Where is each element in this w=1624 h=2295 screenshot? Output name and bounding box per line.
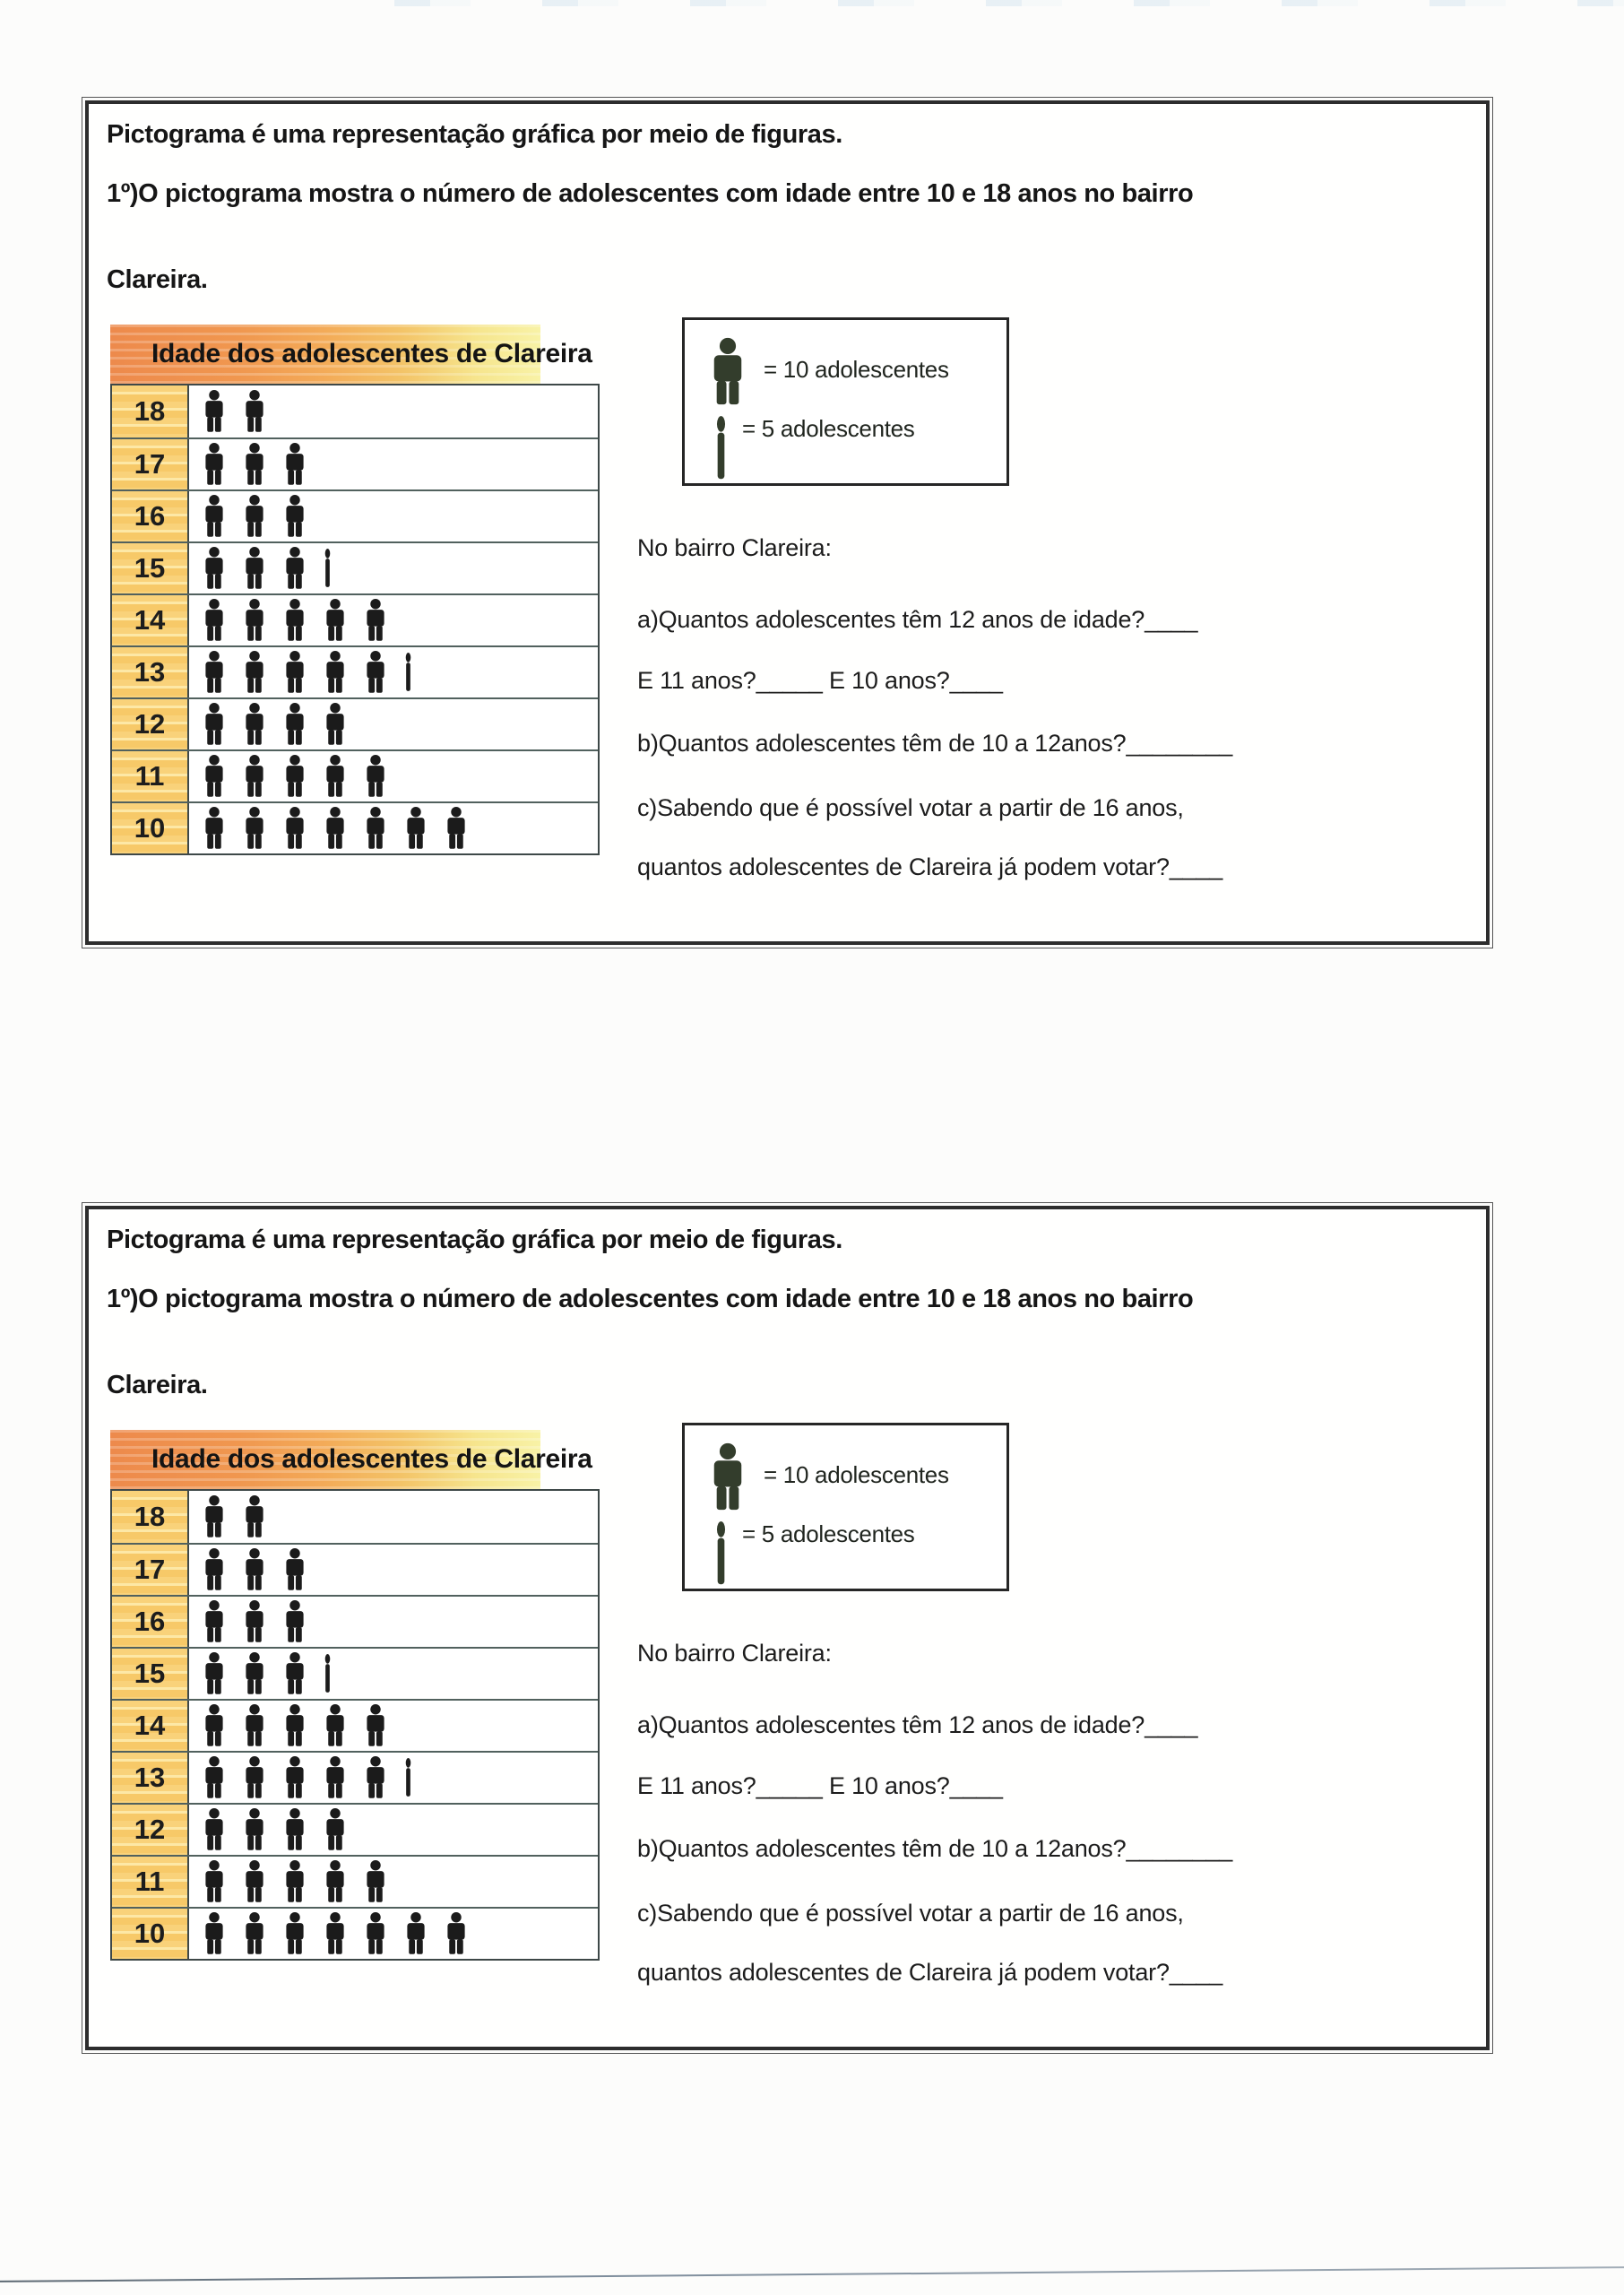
person-icon — [242, 703, 267, 746]
person-icon — [202, 1600, 227, 1643]
legend-row-half — [713, 395, 915, 486]
person-icon — [363, 1912, 388, 1955]
person-icon — [282, 547, 307, 590]
person-icon — [282, 651, 307, 694]
worksheet-block-2 — [85, 1206, 1490, 2050]
age-label: 10 — [112, 803, 189, 853]
person-icon — [363, 1756, 388, 1799]
person-icon — [202, 1912, 227, 1955]
half-person-icon — [713, 1513, 729, 1591]
person-icon — [323, 1756, 348, 1799]
person-icon — [363, 651, 388, 694]
person-icon — [242, 1808, 267, 1851]
definition-text: Pictograma é uma representação gráfica por meio de figuras. — [107, 1225, 842, 1254]
figure-cell — [189, 1805, 598, 1855]
figure-cell — [189, 1491, 598, 1543]
age-label: 15 — [112, 1649, 189, 1699]
pictogram-row — [112, 1543, 598, 1595]
figure-cell — [189, 751, 598, 801]
person-icon — [242, 495, 267, 538]
figure-cell — [189, 543, 598, 593]
pictogram-title: Idade dos adolescentes de Clareira — [110, 1430, 540, 1489]
figure-cell — [189, 1545, 598, 1595]
person-icon — [202, 599, 227, 642]
person-icon — [242, 1756, 267, 1799]
person-icon — [282, 443, 307, 486]
person-icon — [282, 1652, 307, 1695]
pictogram-row — [112, 1803, 598, 1855]
person-icon — [282, 807, 307, 850]
questions — [637, 525, 1498, 902]
question-a: a)Quantos adolescentes têm 12 anos de idade?____ — [637, 1711, 1198, 1738]
person-icon — [444, 807, 469, 850]
exercise-statement-continuation: Clareira. — [107, 1371, 208, 1399]
pictogram-row — [112, 749, 598, 801]
person-icon — [323, 703, 348, 746]
person-icon — [363, 1860, 388, 1903]
questions-heading: No bairro Clareira: — [637, 1640, 832, 1667]
person-icon — [202, 1704, 227, 1747]
pictogram-row — [112, 385, 598, 437]
person-icon — [323, 599, 348, 642]
age-label: 17 — [112, 1545, 189, 1595]
person-icon — [202, 1548, 227, 1591]
legend-row-half — [713, 1501, 915, 1591]
half-person-icon — [403, 653, 413, 693]
person-icon — [242, 1704, 267, 1747]
person-icon — [282, 599, 307, 642]
person-icon — [323, 755, 348, 798]
half-person-icon — [323, 1654, 333, 1694]
person-icon — [323, 807, 348, 850]
figure-cell — [189, 1909, 598, 1959]
person-icon — [202, 1808, 227, 1851]
person-icon — [363, 755, 388, 798]
person-icon — [202, 1652, 227, 1695]
figure-cell — [189, 1753, 598, 1803]
person-icon — [242, 1860, 267, 1903]
age-label: 16 — [112, 1597, 189, 1647]
person-icon — [242, 1912, 267, 1955]
figure-cell — [189, 647, 598, 697]
person-icon — [282, 1860, 307, 1903]
age-label: 13 — [112, 647, 189, 697]
question-c-line1: c)Sabendo que é possível votar a partir de 16 anos, — [637, 794, 1184, 821]
worksheet-block-1 — [85, 100, 1490, 945]
person-icon — [202, 495, 227, 538]
figure-cell — [189, 385, 598, 437]
person-icon — [242, 1600, 267, 1643]
question-c-line2: quantos adolescentes de Clareira já podem votar?____ — [637, 853, 1223, 880]
person-icon — [202, 651, 227, 694]
legend-full-label: = 10 adolescentes — [764, 356, 949, 383]
pictogram-row — [112, 697, 598, 749]
pictogram-row — [112, 1699, 598, 1751]
question-a: a)Quantos adolescentes têm 12 anos de idade?____ — [637, 606, 1198, 633]
person-icon — [242, 547, 267, 590]
person-icon — [282, 755, 307, 798]
person-icon — [242, 755, 267, 798]
pictogram-row — [112, 1491, 598, 1543]
pictogram-title: Idade dos adolescentes de Clareira — [110, 325, 540, 384]
person-icon — [363, 599, 388, 642]
person-icon — [202, 390, 227, 433]
pictogram-row — [112, 1751, 598, 1803]
person-icon — [242, 599, 267, 642]
person-icon — [282, 1756, 307, 1799]
legend-box — [682, 1423, 1009, 1591]
person-icon — [282, 495, 307, 538]
question-b: b)Quantos adolescentes têm de 10 a 12anos?________ — [637, 1835, 1233, 1862]
person-icon — [242, 807, 267, 850]
age-label: 13 — [112, 1753, 189, 1803]
pictogram-row — [112, 801, 598, 853]
question-a-continuation: E 11 anos?_____ E 10 anos?____ — [637, 667, 1003, 694]
person-icon — [242, 1495, 267, 1538]
figure-cell — [189, 699, 598, 749]
person-icon — [242, 443, 267, 486]
person-icon — [323, 651, 348, 694]
figure-cell — [189, 439, 598, 489]
half-person-icon — [713, 408, 729, 486]
legend-half-label: = 5 adolescentes — [742, 1520, 915, 1547]
person-icon — [363, 1704, 388, 1747]
age-label: 17 — [112, 439, 189, 489]
person-icon — [202, 755, 227, 798]
person-icon — [242, 1652, 267, 1695]
pictogram-row — [112, 1595, 598, 1647]
person-icon — [363, 807, 388, 850]
definition-text: Pictograma é uma representação gráfica por meio de figuras. — [107, 120, 842, 149]
person-icon — [282, 1808, 307, 1851]
figure-cell — [189, 595, 598, 645]
question-a-continuation: E 11 anos?_____ E 10 anos?____ — [637, 1772, 1003, 1799]
person-icon — [282, 1548, 307, 1591]
half-person-icon — [323, 549, 333, 589]
person-icon — [403, 1912, 428, 1955]
person-icon — [202, 1860, 227, 1903]
figure-cell — [189, 1701, 598, 1751]
half-person-icon — [403, 1758, 413, 1798]
pictogram-row — [112, 1855, 598, 1907]
person-icon — [323, 1912, 348, 1955]
age-label: 12 — [112, 1805, 189, 1855]
legend-half-label: = 5 adolescentes — [742, 415, 915, 442]
person-icon — [242, 390, 267, 433]
person-icon — [323, 1808, 348, 1851]
person-icon — [202, 443, 227, 486]
exercise-statement-continuation: Clareira. — [107, 265, 208, 294]
person-icon — [282, 1600, 307, 1643]
age-label: 11 — [112, 1857, 189, 1907]
pictogram-row — [112, 437, 598, 489]
person-icon — [242, 651, 267, 694]
age-label: 10 — [112, 1909, 189, 1959]
person-icon — [403, 807, 428, 850]
age-label: 11 — [112, 751, 189, 801]
pictogram-row — [112, 593, 598, 645]
pictogram-row — [112, 1907, 598, 1959]
scan-artifact-page-edge — [0, 2266, 1624, 2282]
question-b: b)Quantos adolescentes têm de 10 a 12anos?________ — [637, 730, 1233, 757]
pictogram-row — [112, 541, 598, 593]
figure-cell — [189, 1649, 598, 1699]
figure-cell — [189, 491, 598, 541]
person-icon — [282, 1912, 307, 1955]
person-icon — [323, 1704, 348, 1747]
person-icon — [202, 547, 227, 590]
figure-cell — [189, 803, 598, 853]
person-icon — [444, 1912, 469, 1955]
legend-full-label: = 10 adolescentes — [764, 1461, 949, 1488]
age-label: 16 — [112, 491, 189, 541]
figure-cell — [189, 1857, 598, 1907]
pictogram-row — [112, 645, 598, 697]
person-icon — [282, 1704, 307, 1747]
exercise-statement: 1º)O pictograma mostra o número de adolescentes com idade entre 10 e 18 anos no bairro — [107, 1285, 1194, 1313]
legend-box — [682, 317, 1009, 486]
person-icon — [202, 703, 227, 746]
question-c-line2: quantos adolescentes de Clareira já podem votar?____ — [637, 1959, 1223, 1986]
question-c-line1: c)Sabendo que é possível votar a partir de 16 anos, — [637, 1900, 1184, 1927]
person-icon — [242, 1548, 267, 1591]
half-person-icon — [713, 1513, 729, 1591]
questions-heading: No bairro Clareira: — [637, 534, 832, 561]
person-icon — [202, 807, 227, 850]
pictogram-rows — [112, 385, 598, 853]
person-icon — [202, 1495, 227, 1538]
age-label: 15 — [112, 543, 189, 593]
person-icon — [323, 1860, 348, 1903]
exercise-statement: 1º)O pictograma mostra o número de adolescentes com idade entre 10 e 18 anos no bairro — [107, 179, 1194, 208]
age-label: 14 — [112, 595, 189, 645]
half-person-icon — [713, 408, 729, 486]
pictogram-table — [110, 384, 600, 855]
pictogram-table — [110, 1489, 600, 1961]
age-label: 18 — [112, 385, 189, 437]
pictogram-row — [112, 489, 598, 541]
pictogram-row — [112, 1647, 598, 1699]
person-icon — [282, 703, 307, 746]
person-icon — [202, 1756, 227, 1799]
age-label: 14 — [112, 1701, 189, 1751]
questions — [637, 1631, 1498, 2007]
age-label: 12 — [112, 699, 189, 749]
figure-cell — [189, 1597, 598, 1647]
scan-artifact-top — [323, 0, 1624, 6]
pictogram-rows — [112, 1491, 598, 1959]
age-label: 18 — [112, 1491, 189, 1543]
